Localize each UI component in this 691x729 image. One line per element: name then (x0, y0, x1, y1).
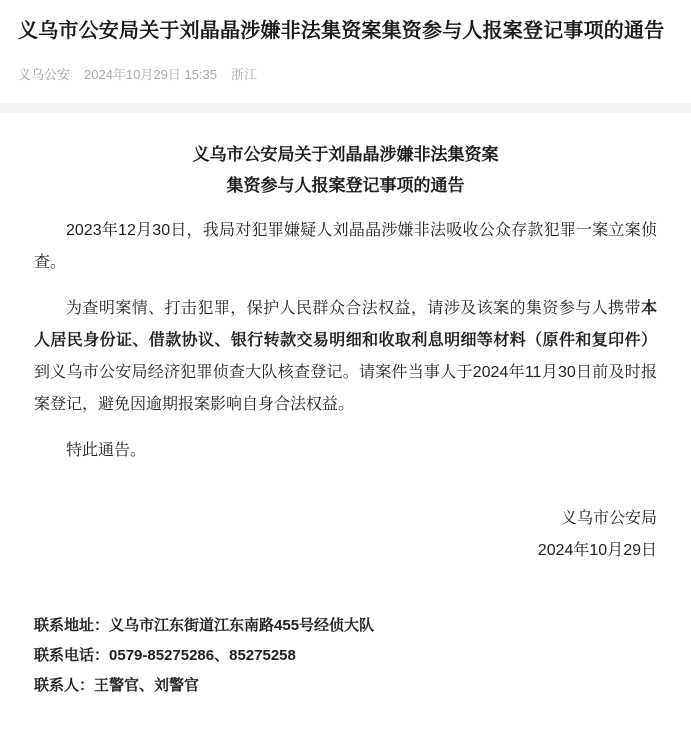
article-header (0, 0, 691, 103)
article-meta (18, 65, 673, 103)
paragraph-required-materials: 本人居民身份证、借款协议、银行转款交易明细和收取利息明细等材料（原件和复印件） (34, 300, 657, 349)
contact-info (34, 611, 657, 701)
document-title-line-1: 义乌市公安局关于刘晶晶涉嫌非法集资案 (192, 145, 499, 164)
signature-block (34, 503, 657, 567)
signature-date: 2024年10月29日 (537, 542, 657, 559)
document-title (34, 139, 657, 201)
contact-address-label: 联系地址： (34, 617, 110, 634)
contact-phone-row (34, 641, 657, 671)
contact-address-row (34, 611, 657, 641)
contact-phone-value: 0579-85275286、85275258 (109, 647, 296, 664)
paragraph-registration-lead: 为查明案情、打击犯罪，保护人民群众合法权益，请涉及该案的集资参与人携带 (66, 300, 641, 317)
signature-organization: 义乌市公安局 (560, 510, 657, 527)
article-body (0, 113, 691, 729)
contact-person-row (34, 671, 657, 701)
section-divider (0, 103, 691, 113)
paragraph-case-filing: 2023年12月30日，我局对犯罪嫌疑人刘晶晶涉嫌非法吸收公众存款犯罪一案立案侦查。 (34, 222, 657, 271)
meta-source: 义乌公安 (18, 67, 71, 82)
page-title: 义乌市公安局关于刘晶晶涉嫌非法集资案集资参与人报案登记事项的通告 (18, 20, 665, 42)
paragraph-registration-tail: 到义乌市公安局经济犯罪侦查大队核查登记。请案件当事人于2024年11月30日前及时报案登记，避免因逾期报案影响自身合法权益。 (34, 364, 657, 413)
paragraph-closing: 特此通告。 (66, 442, 147, 459)
paragraph-registration-notice (34, 293, 657, 421)
contact-person-label: 联系人： (34, 677, 95, 694)
contact-address-value: 义乌市江东街道江东南路455号经侦大队 (109, 617, 375, 634)
contact-person-value: 王警官、刘警官 (94, 677, 200, 694)
meta-timestamp: 2024年10月29日 15:35 (84, 67, 217, 82)
meta-region: 浙江 (231, 67, 258, 82)
document-title-line-2: 集资参与人报案登记事项的通告 (226, 176, 465, 195)
contact-phone-label: 联系电话： (34, 647, 110, 664)
